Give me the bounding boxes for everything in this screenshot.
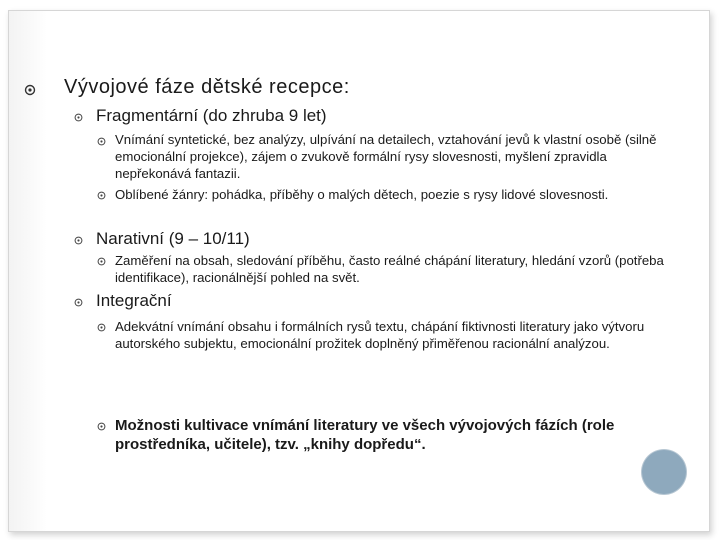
circle-bullet-icon	[97, 323, 106, 332]
decorative-circle	[642, 450, 686, 494]
circle-bullet-icon	[97, 422, 106, 431]
circle-bullet-icon	[97, 137, 106, 146]
list-item: Adekvátní vnímání obsahu i formálních rysů textu, chápání fiktivnosti literatury jako výtvoru autorského subjektu, emocionální prožitek doplněný přiměřenou racionální analýzou.	[115, 319, 645, 351]
section-heading-integracni: Integrační	[96, 291, 172, 310]
conclusion-text: Možnosti kultivace vnímání literatury ve všech vývojových fázích (role prostředníka, učitele), tzv. „knihy dopředu“.	[115, 417, 615, 453]
circle-bullet-icon	[24, 84, 36, 96]
section-heading-narativni: Narativní (9 – 10/11)	[96, 229, 250, 248]
list-item: Vnímání syntetické, bez analýzy, ulpívání na detailech, vztahování jevů k vlastní osobě (silně emocionální projekce), zájem o zvukově formální rysy slovesnosti, myšlení zpravidla nepřekonává fantazii.	[115, 132, 657, 181]
circle-bullet-icon	[97, 191, 106, 200]
circle-bullet-icon	[74, 236, 83, 245]
circle-bullet-icon	[74, 298, 83, 307]
section-heading-fragmentarni: Fragmentární (do zhruba 9 let)	[96, 106, 327, 125]
circle-bullet-icon	[74, 113, 83, 122]
circle-bullet-icon	[97, 257, 106, 266]
list-item: Oblíbené žánry: pohádka, příběhy o malých dětech, poezie s rysy lidové slovesnosti.	[115, 187, 609, 202]
slide-title: Vývojové fáze dětské recepce:	[64, 76, 350, 98]
list-item: Zaměření na obsah, sledování příběhu, často reálné chápání literatury, hledání vzorů (potřeba identifikace), racionálnější pohled na svět.	[115, 253, 664, 285]
